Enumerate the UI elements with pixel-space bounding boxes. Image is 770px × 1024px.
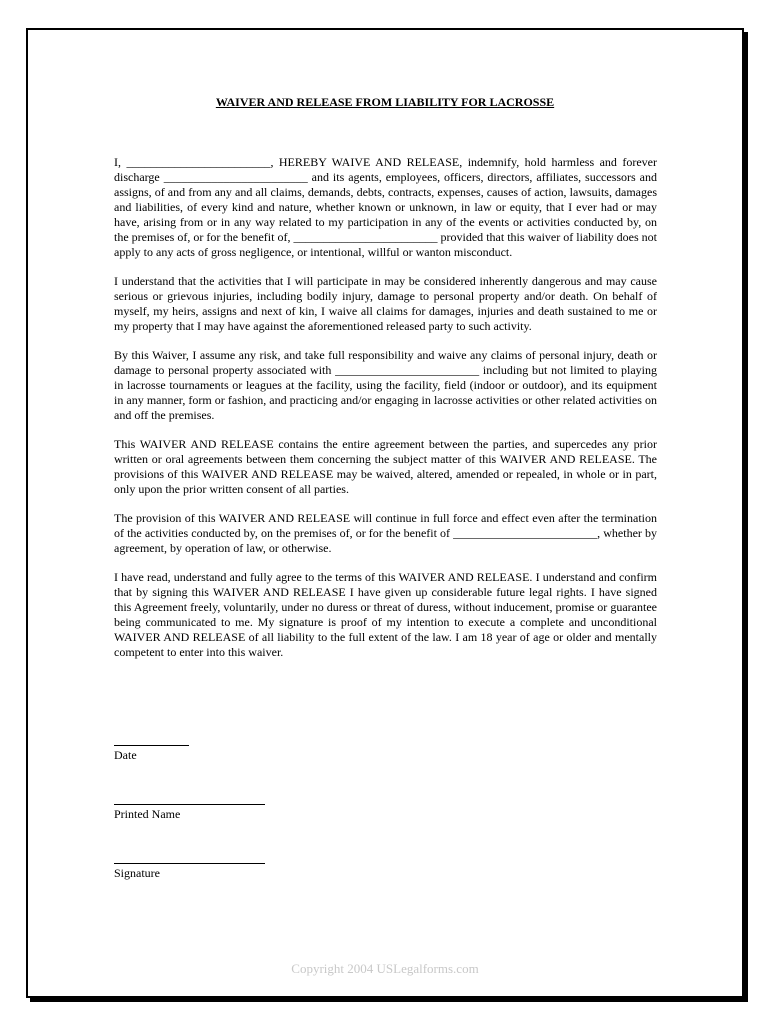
- paragraph-entire-agreement: This WAIVER AND RELEASE contains the entire agreement between the parties, and supercedes any prior written or oral agreements between them concerning the subject matter of this WAIVER AND RELEASE. The provisions of this WAIVER AND RELEASE may be waived, altered, amended or repealed, in whole or in part, only upon the prior written consent of all parties.: [114, 437, 657, 496]
- signature-line[interactable]: [114, 863, 265, 864]
- document-title: WAIVER AND RELEASE FROM LIABILITY FOR LACROSSE: [215, 95, 555, 109]
- signature-label: Signature: [114, 866, 160, 880]
- paragraph-assume-risk: By this Waiver, I assume any risk, and take full responsibility and waive any claims of personal injury, death or damage to personal property associated with ________________________ including but not limited to playing in lacrosse tournaments or leagues at the facility, using the facility, field (indoor or outdoor), and its equipment in any manner, form or fashion, and practicing and/or engaging in lacrosse activities or other related activities on and off the premises.: [114, 348, 657, 422]
- signature-field[interactable]: [114, 863, 265, 881]
- printed-name-field[interactable]: [114, 804, 265, 822]
- paragraph-release: I, ________________________, HEREBY WAIVE AND RELEASE, indemnify, hold harmless and forever discharge ________________________ and its agents, employees, officers, directors, affiliates, successors and assigns, of and from any and all claims, demands, debts, contracts, expenses, causes of action, lawsuits, damages and liabilities, of every kind and nature, whether known or unknown, in law or equity, that I ever had or may have, arising from or in any way related to my participation in any of the events or activities conducted by, on the premises of, or for the benefit of, ________________________ provided that this waiver of liability does not apply to any acts of gross negligence, or intentional, willful or wanton misconduct.: [114, 155, 657, 259]
- printed-name-line[interactable]: [114, 804, 265, 805]
- date-label: Date: [114, 748, 137, 762]
- document-body: [114, 155, 657, 674]
- date-line[interactable]: [114, 745, 189, 746]
- paragraph-acknowledgement: I have read, understand and fully agree to the terms of this WAIVER AND RELEASE. I understand and confirm that by signing this WAIVER AND RELEASE I have given up considerable future legal rights. I have signed this Agreement freely, voluntarily, under no duress or threat of duress, without inducement, promise or guarantee being communicated to me. My signature is proof of my intention to execute a complete and unconditional WAIVER AND RELEASE of all liability to the full extent of the law. I am 18 year of age or older and mentally competent to enter into this waiver.: [114, 570, 657, 659]
- printed-name-label: Printed Name: [114, 807, 181, 821]
- paragraph-inherent-danger: I understand that the activities that I will participate in may be considered inherently dangerous and may cause serious or grievous injuries, including bodily injury, damage to personal property and/or death. On behalf of myself, my heirs, assigns and next of kin, I waive all claims for damages, injuries and death sustained to me or my property that I may have against the aforementioned released party to such activity.: [114, 274, 657, 333]
- date-field[interactable]: [114, 745, 189, 763]
- copyright-notice: Copyright 2004 USLegalforms.com: [291, 961, 479, 976]
- paragraph-continuation: The provision of this WAIVER AND RELEASE will continue in full force and effect even after the termination of the activities conducted by, on the premises of, or for the benefit of ________________________, whether by agreement, by operation of law, or otherwise.: [114, 511, 657, 555]
